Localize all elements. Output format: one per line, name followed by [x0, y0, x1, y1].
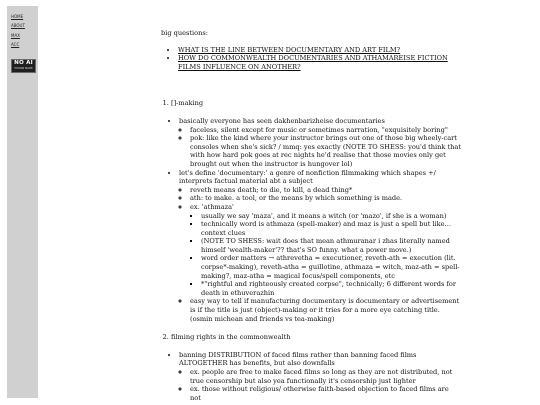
- nav-item-home[interactable]: [11, 12, 25, 21]
- list-item: ▪ *"rightful and righteously created corpse", technically; 6 different words for death in ethuverazhin: [201, 280, 461, 297]
- section-1-bullets: [171, 117, 461, 323]
- bullet-text: basically everyone has seen dakhenbarizheise documentaries: [179, 116, 385, 125]
- nav-item-acc[interactable]: [11, 40, 25, 49]
- bullet-text: ex. 'athmaza': [190, 202, 234, 211]
- notes-list: [161, 99, 461, 402]
- nav-item-max[interactable]: [11, 31, 25, 40]
- list-item: ◦ easy way to tell if manufacturing documentary is documentary or advertisement is if the title is just (object)-making or it tries for a more eye catching title. (osmin michean and friends vs tea-making): [190, 297, 461, 323]
- nav-link-acc[interactable]: ACC: [11, 42, 20, 48]
- sidebar: [7, 6, 38, 398]
- list-item: ◦ pok: like the kind where your instructor brings out one of those big wheely-cart consoles when she's sick? / mmq: yes exactly (NOTE TO SHESS: you'd think that with how hard pok goes at rec nights he'd realise that those movies only get brought out when the instructor is hungover lol): [190, 134, 461, 168]
- badge-main-text: NO AI: [14, 60, 33, 66]
- sub-bullets: [179, 186, 461, 324]
- nav-link-about[interactable]: ABOUT: [11, 23, 25, 29]
- nav-link-home[interactable]: HOME: [11, 14, 24, 19]
- intro-text: big questions:: [161, 29, 208, 37]
- question-list: [161, 46, 461, 72]
- section-1-title: []-making: [171, 99, 204, 108]
- list-item: ◦ ex. those without religious/ otherwise faith-based objection to faced films are not: [190, 385, 461, 402]
- nav-link-max[interactable]: MAX: [11, 32, 20, 38]
- list-item: [179, 169, 461, 324]
- question-link-2[interactable]: HOW DO COMMONWEALTH DOCUMENTARIES AND ATHAMAREISE FICTION FILMS INFLUENCE ON ANOTHER?: [178, 54, 448, 71]
- list-item: ▪ (NOTE TO SHESS: wait does that mean athmuranar i zhas literally named himself 'wealth-maker'?? that's SO funny. what a power move.): [201, 237, 461, 254]
- sub-bullets: [179, 126, 461, 169]
- section-1: [171, 99, 461, 323]
- list-item: ◦ faceless, silent except for music or sometimes narration, "exquisitely boring": [190, 126, 461, 135]
- question-item: [178, 46, 461, 55]
- bullet-text: banning DISTRIBUTION of faced films rather than banning faced films ALTOGETHER has benefits, but also downfalls: [179, 350, 417, 368]
- list-item: ◦ reveth means death; to die, to kill, a dead thing*: [190, 186, 461, 195]
- question-item: [178, 54, 461, 71]
- sub-bullets: [179, 368, 461, 402]
- list-item: [179, 351, 461, 403]
- section-2-title: filming rights in the commonwealth: [171, 333, 291, 342]
- sidebar-nav: [11, 12, 25, 50]
- article-content: [161, 29, 461, 402]
- sub-sub-bullets: [190, 212, 461, 298]
- list-item: [190, 203, 461, 298]
- list-item: ▪ technically word is athmaza (spell-maker) and maz is just a spell but like… context clues: [201, 220, 461, 237]
- question-link-1[interactable]: WHAT IS THE LINE BETWEEN DOCUMENTARY AND ART FILM?: [178, 45, 401, 54]
- bullet-text: let's define 'documentary:' a genre of nonfiction filmmaking which shapes +/ interprets factual material abt a subject: [179, 168, 436, 186]
- nav-item-about[interactable]: [11, 21, 25, 30]
- no-ai-badge: [11, 59, 36, 73]
- section-2-bullets: [171, 351, 461, 403]
- list-item: ◦ ex. people are free to make faced films so long as they are not distributed, not true censorship but also yea functionally it's censorship just lighter: [190, 368, 461, 385]
- list-item: ▪ usually we say 'maza', and it means a witch (or 'mazo', if she is a woman): [201, 212, 461, 221]
- list-item: ◦ ath: to make. a tool, or the means by which something is made.: [190, 194, 461, 203]
- list-item: [179, 117, 461, 169]
- list-item: ▪ word order matters → athrevetha = executioner, reveth-ath = execution (lit. corpse*-making), reveth-atha = guillotine, athmaza = witch, maz-ath = spell-making?, maz-atha = magical focus/spell components, etc: [201, 254, 461, 280]
- section-2: [171, 333, 461, 402]
- badge-sub-text: HUMAN MADE: [14, 67, 33, 70]
